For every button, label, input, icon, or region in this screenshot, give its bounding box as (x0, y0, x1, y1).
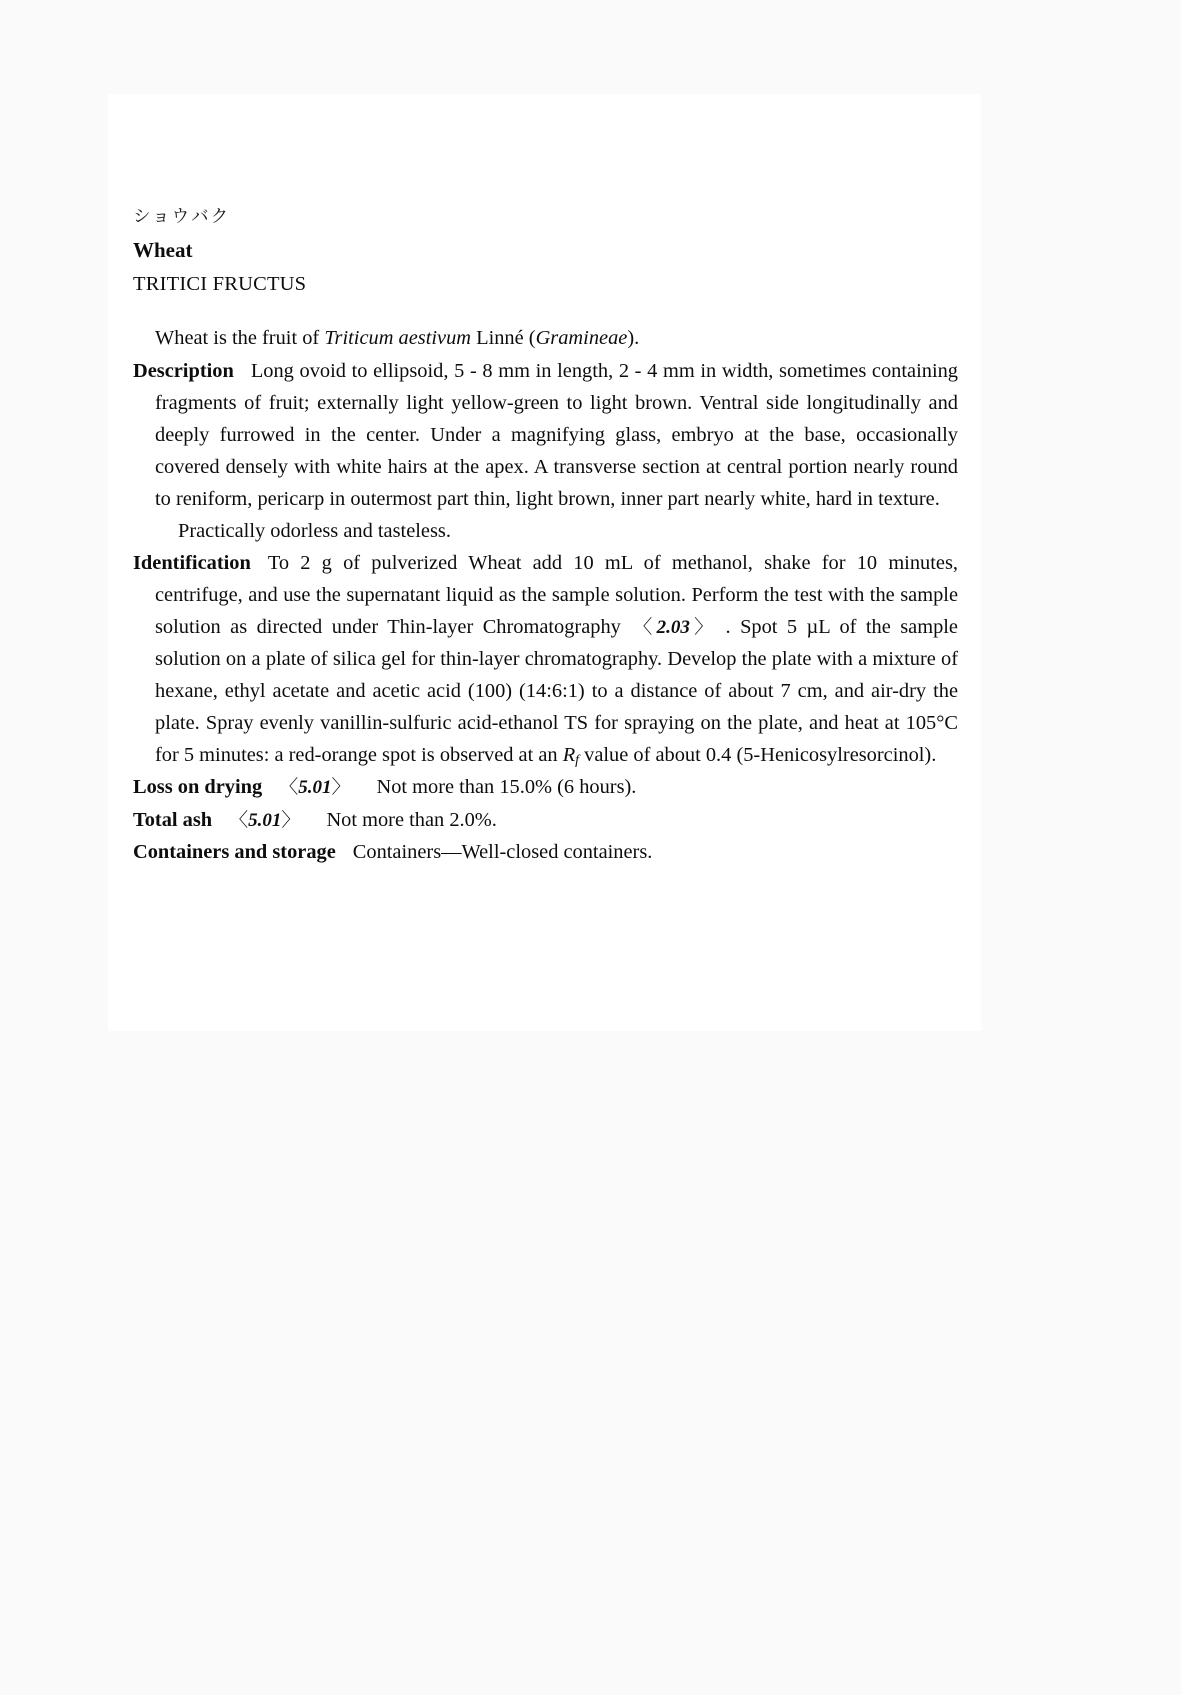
lead-text-after: ). (627, 327, 640, 350)
reference-number: 5.01 (298, 777, 332, 799)
monograph-english-name: Wheat (133, 238, 193, 263)
rf-symbol: R (562, 743, 576, 766)
kana-title: ショウバク (133, 207, 231, 227)
value-loss-on-drying: Not more than 15.0% (6 hours). (376, 776, 637, 799)
identification-part3: value of about 0.4 (5-Henicosylresorcinol). (579, 743, 937, 766)
reference-tlc (629, 617, 718, 638)
monograph-latin-name: TRITICI FRUCTUS (133, 272, 307, 295)
bracket-open: 〈 (628, 617, 657, 639)
family-name: Gramineae (535, 327, 628, 350)
section-identification (133, 548, 958, 771)
species-name: Triticum aestivum (324, 327, 472, 350)
section-label-description: Description (133, 359, 234, 382)
section-loss-on-drying (133, 772, 958, 804)
identification-part1: To 2 g of pulverized Wheat add 10 mL of methanol, shake for 10 minutes, centrifuge, and use the supernatant liquid as the sample solution. Perform the test with the sample solution as directed under Thin-layer Chromatography (155, 552, 958, 639)
value-total-ash: Not more than 2.0%. (326, 808, 497, 831)
reference-number: 2.03 (656, 617, 690, 639)
bracket-close: 〉 (331, 777, 351, 799)
lead-author: Linné ( (471, 327, 536, 350)
section-label-identification: Identification (133, 552, 251, 575)
lead-paragraph (133, 323, 958, 355)
value-containers-and-storage: Containers—Well-closed containers. (352, 841, 653, 864)
reference-loss-on-drying (279, 777, 350, 798)
section-description (133, 356, 958, 516)
monograph-content (133, 204, 958, 869)
bracket-close: 〉 (689, 617, 718, 639)
section-label-containers-and-storage: Containers and storage (133, 841, 336, 864)
section-label-loss-on-drying: Loss on drying (133, 776, 263, 799)
document-page-sheet (108, 94, 981, 1031)
bracket-open: 〈 (279, 777, 299, 799)
lead-text-before: Wheat is the fruit of (155, 327, 325, 350)
bracket-close: 〉 (281, 809, 301, 831)
rf-subscript: f (575, 752, 580, 768)
identification-part2: . Spot 5 µL of the sample solution on a plate of silica gel for thin-layer chromatography. Develop the plate with a mixture of hexane, ethyl acetate and acetic acid (100) (14:6:1) to a distance of about 7 cm, and air-dry the plate. Spray evenly vanillin-sulfuric acid-ethanol TS for spraying on the plate, and heat at 105°C for 5 minutes: a red-orange spot is observed at an (155, 616, 958, 766)
section-label-total-ash: Total ash (133, 808, 213, 831)
bracket-open: 〈 (229, 809, 249, 831)
section-total-ash (133, 805, 958, 837)
section-body-description: Long ovoid to ellipsoid, 5 - 8 mm in length, 2 - 4 mm in width, sometimes containing fragments of fruit; externally light yellow-green to light brown. Ventral side longitudinally and deeply furrowed in the center. Under a magnifying glass, embryo at the base, occasionally covered densely with white hairs at the apex. A transverse section at central portion nearly round to reniform, pericarp in outermost part thin, light brown, inner part nearly white, hard in texture. (155, 359, 958, 510)
reference-number: 5.01 (248, 809, 282, 831)
odor-note: Practically odorless and tasteless. (178, 519, 451, 542)
section-containers-and-storage (133, 837, 958, 869)
reference-total-ash (229, 810, 300, 831)
